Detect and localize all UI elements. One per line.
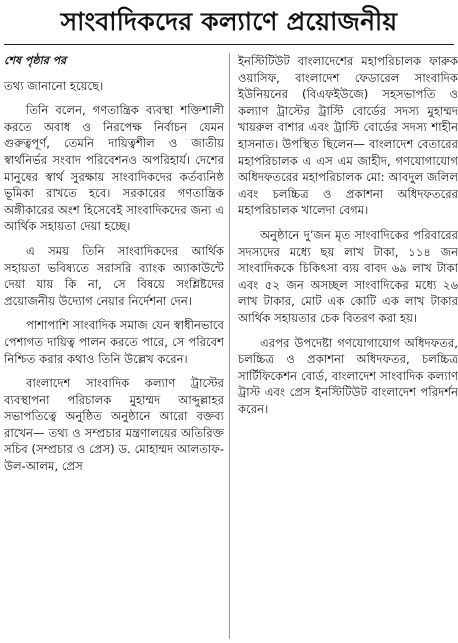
left-column [4, 53, 224, 641]
paragraph-free-journalism: পাশাপাশি সাংবাদিক সমাজ যেন স্বাধীনভাবে পেশাগত দায়িত্ব পালন করতে পারে, সে পরিবেশ নিশ্চিত করার কথাও তিনি উল্লেখ করেন। [4, 318, 224, 366]
column-divider [229, 53, 230, 639]
continued-from-label: শেষ পৃষ্ঠার পর [4, 54, 67, 67]
paragraph-opening: তথ্য জানানো হয়েছে। [4, 78, 104, 93]
paragraph-bank-account: এ সময় তিনি সাংবাদিকদের আর্থিক সহায়তা ভবিষ্যতে সরাসরি ব্যাংক অ্যাকাউন্টে দেয়া যায় কি না, সে বিষয়ে সংশ্লিষ্টদের প্রয়োজনীয় উদ্যোগ নেয়ার নির্দেশনা দেন। [4, 243, 224, 308]
paragraph-visit: এরপর উপদেষ্টা গণযোগাযোগ অধিদফতর, চলচ্চিত্র ও প্রকাশনা অধিদফতর, চলচ্চিত্র সার্টিফিকেশন বোর্ড, বাংলাদেশ সাংবাদিক কল্যাণ ট্রাস্ট এবং প্রেস ইনস্টিটিউট বাংলাদেশ পরিদর্শন করেন। [238, 335, 458, 416]
paragraph-speech: তিনি বলেন, গণতান্ত্রিক ব্যবস্থা শক্তিশালী করতে অবাধ ও নিরপেক্ষ নির্বাচন যেমন গুরুত্বপূর্ণ, তেমনি দায়িত্বশীল ও জাতীয় স্বার্থনির্ভর সংবাদ পরিবেশনও অপরিহার্য। দেশের মানুষের স্বার্থ সুরক্ষায় সাংবাদিকদের কর্তব্যনিষ্ঠ ভূমিকা রাখতে হবে। সরকারের গণতান্ত্রিক অঙ্গীকারের অংশ হিসেবেই সাংবাদিকদের জন্য এ আর্থিক সহায়তা দেয়া হচ্ছে। [4, 103, 224, 234]
paragraph-attendees: ইনস্টিটিউট বাংলাদেশের মহাপরিচালক ফারুক ওয়াসিফ, বাংলাদেশ ফেডারেল সাংবাদিক ইউনিয়নের (বিএফইউজে) সহসভাপতি ও কল্যাণ ট্রাস্টের ট্রাস্টি বোর্ডের সদস্য মুহাম্মদ খায়রুল বাশার এবং ট্রাস্টি বোর্ডের সদস্য শাহীন হাসনাত। উপস্থিত ছিলেন— বাংলাদেশ বেতারের মহাপরিচালক এ এস এম জাহীদ, গণযোগাযোগ অধিদফতরের মহাপরিচালক মো: আবদুল জলিল এবং চলচ্চিত্র ও প্রকাশনা অধিদফতরের মহাপরিচালক খালেদা বেগম। [238, 54, 458, 218]
right-column [238, 53, 458, 641]
paragraph-cheque-distribution: অনুষ্ঠানে দু’জন মৃত সাংবাদিকের পরিবারের সদস্যদের মধ্যে ছয় লাখ টাকা, ১১৪ জন সাংবাদিককে চিকিৎসা ব্যয় বাবদ ৬৯ লাখ টাকা এবং ৫২ জন অসচ্ছল সাংবাদিকের মধ্যে ২৬ লাখ টাকার, মোট এক কোটি এক লাখ টাকার আর্থিক সহায়তার চেক বিতরণ করা হয়। [238, 227, 458, 325]
paragraph-speakers: বাংলাদেশ সাংবাদিক কল্যাণ ট্রাস্টের ব্যবস্থাপনা পরিচালক মুহাম্মদ আব্দুল্লাহর সভাপতিত্বে অনুষ্ঠিত অনুষ্ঠানে আরো বক্তব্য রাখেন— তথ্য ও সম্প্রচার মন্ত্রণালয়ের অতিরিক্ত সচিব (সম্প্রচার ও প্রেস) ড. মোহাম্মদ আলতাফ-উল-আলম, প্রেস [4, 376, 224, 474]
headline-rule [4, 44, 454, 45]
article-headline: সাংবাদিকদের কল্যাণে প্রয়োজনীয় [60, 7, 398, 36]
